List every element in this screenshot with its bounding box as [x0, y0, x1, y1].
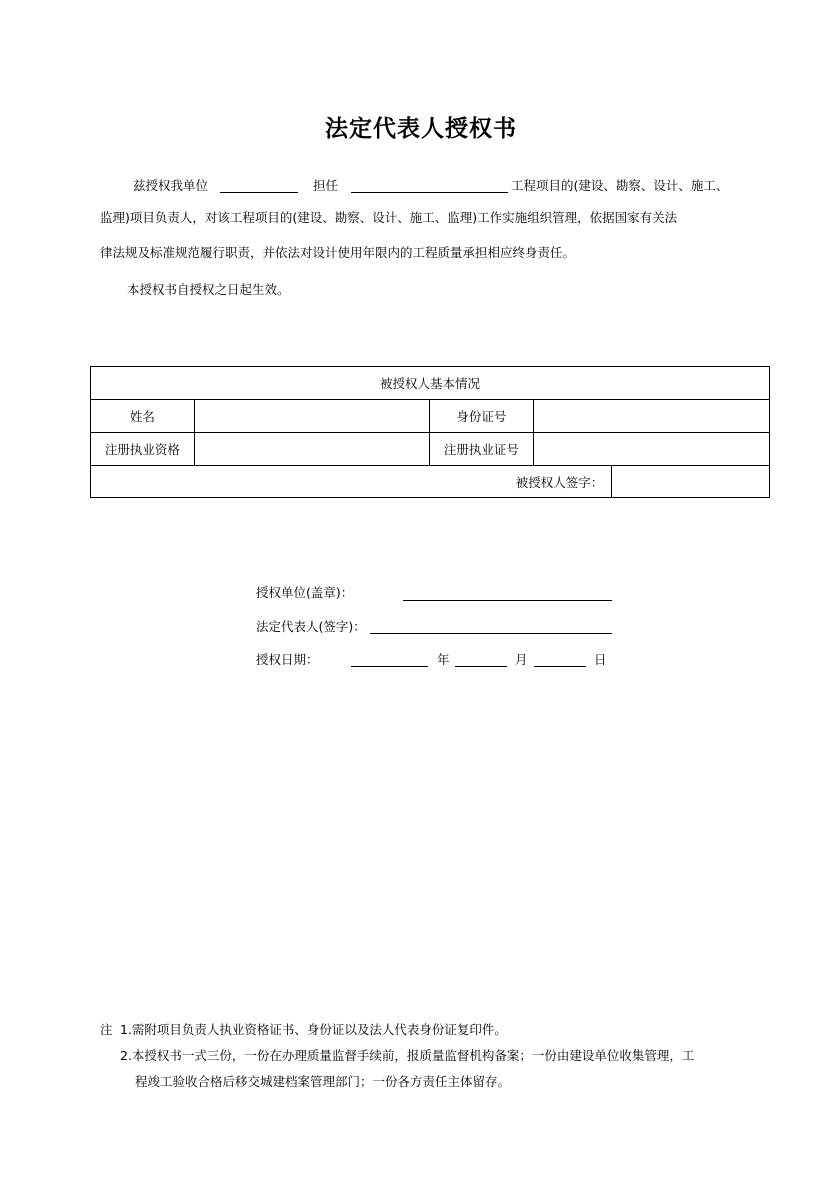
- name-cell[interactable]: [194, 400, 429, 433]
- legal-rep-label: 法定代表人(签字)：: [256, 619, 366, 634]
- unit-seal-blank[interactable]: [403, 600, 612, 601]
- note-1: 1.需附项目负责人执业资格证书、身份证以及法人代表身份证复印件。: [120, 1022, 507, 1037]
- authorized-person-table: [90, 366, 770, 498]
- month-blank[interactable]: [455, 666, 507, 667]
- para1-prefix: 兹授权我单位: [133, 178, 209, 193]
- qualification-cell[interactable]: [194, 433, 429, 466]
- notes-prefix: 注: [100, 1022, 113, 1037]
- name-label: 姓名: [91, 400, 195, 433]
- date-label: 授权日期：: [256, 652, 319, 667]
- table-header: 被授权人基本情况: [91, 367, 770, 400]
- month-label: 月: [515, 652, 528, 667]
- day-label: 日: [594, 652, 607, 667]
- cert-no-cell[interactable]: [534, 433, 770, 466]
- unit-seal-label: 授权单位(盖章)：: [256, 585, 354, 600]
- para1-suffix: 工程项目的(建设、勘察、设计、施工、: [511, 178, 729, 193]
- para1-mid: 担任: [313, 178, 339, 193]
- document-title: 法定代表人授权书: [325, 116, 517, 142]
- signature-cell[interactable]: [612, 466, 770, 498]
- cert-no-label: 注册执业证号: [429, 433, 534, 466]
- para2-text: 本授权书自授权之日起生效。: [127, 282, 290, 297]
- para1-line2: 监理)项目负责人，对该工程项目的(建设、勘察、设计、施工、监理)工作实施组织管理，依据国家有关法: [100, 210, 678, 225]
- qualification-label: 注册执业资格: [91, 433, 195, 466]
- id-label: 身份证号: [429, 400, 534, 433]
- note-2-line2: 程竣工验收合格后移交城建档案管理部门；一份各方责任主体留存。: [135, 1074, 511, 1089]
- year-blank[interactable]: [351, 666, 428, 667]
- legal-rep-blank[interactable]: [370, 633, 612, 634]
- signature-label: 被授权人签字：: [91, 466, 612, 498]
- year-label: 年: [437, 652, 450, 667]
- unit-blank[interactable]: [220, 192, 298, 193]
- id-cell[interactable]: [534, 400, 770, 433]
- day-blank[interactable]: [534, 666, 586, 667]
- para1-line3: 律法规及标准规范履行职责，并依法对设计使用年限内的工程质量承担相应终身责任。: [100, 245, 576, 260]
- note-2-line1: 2.本授权书一式三份，一份在办理质量监督手续前，报质量监督机构备案；一份由建设单位收集管理，工: [120, 1048, 695, 1063]
- project-blank[interactable]: [351, 192, 508, 193]
